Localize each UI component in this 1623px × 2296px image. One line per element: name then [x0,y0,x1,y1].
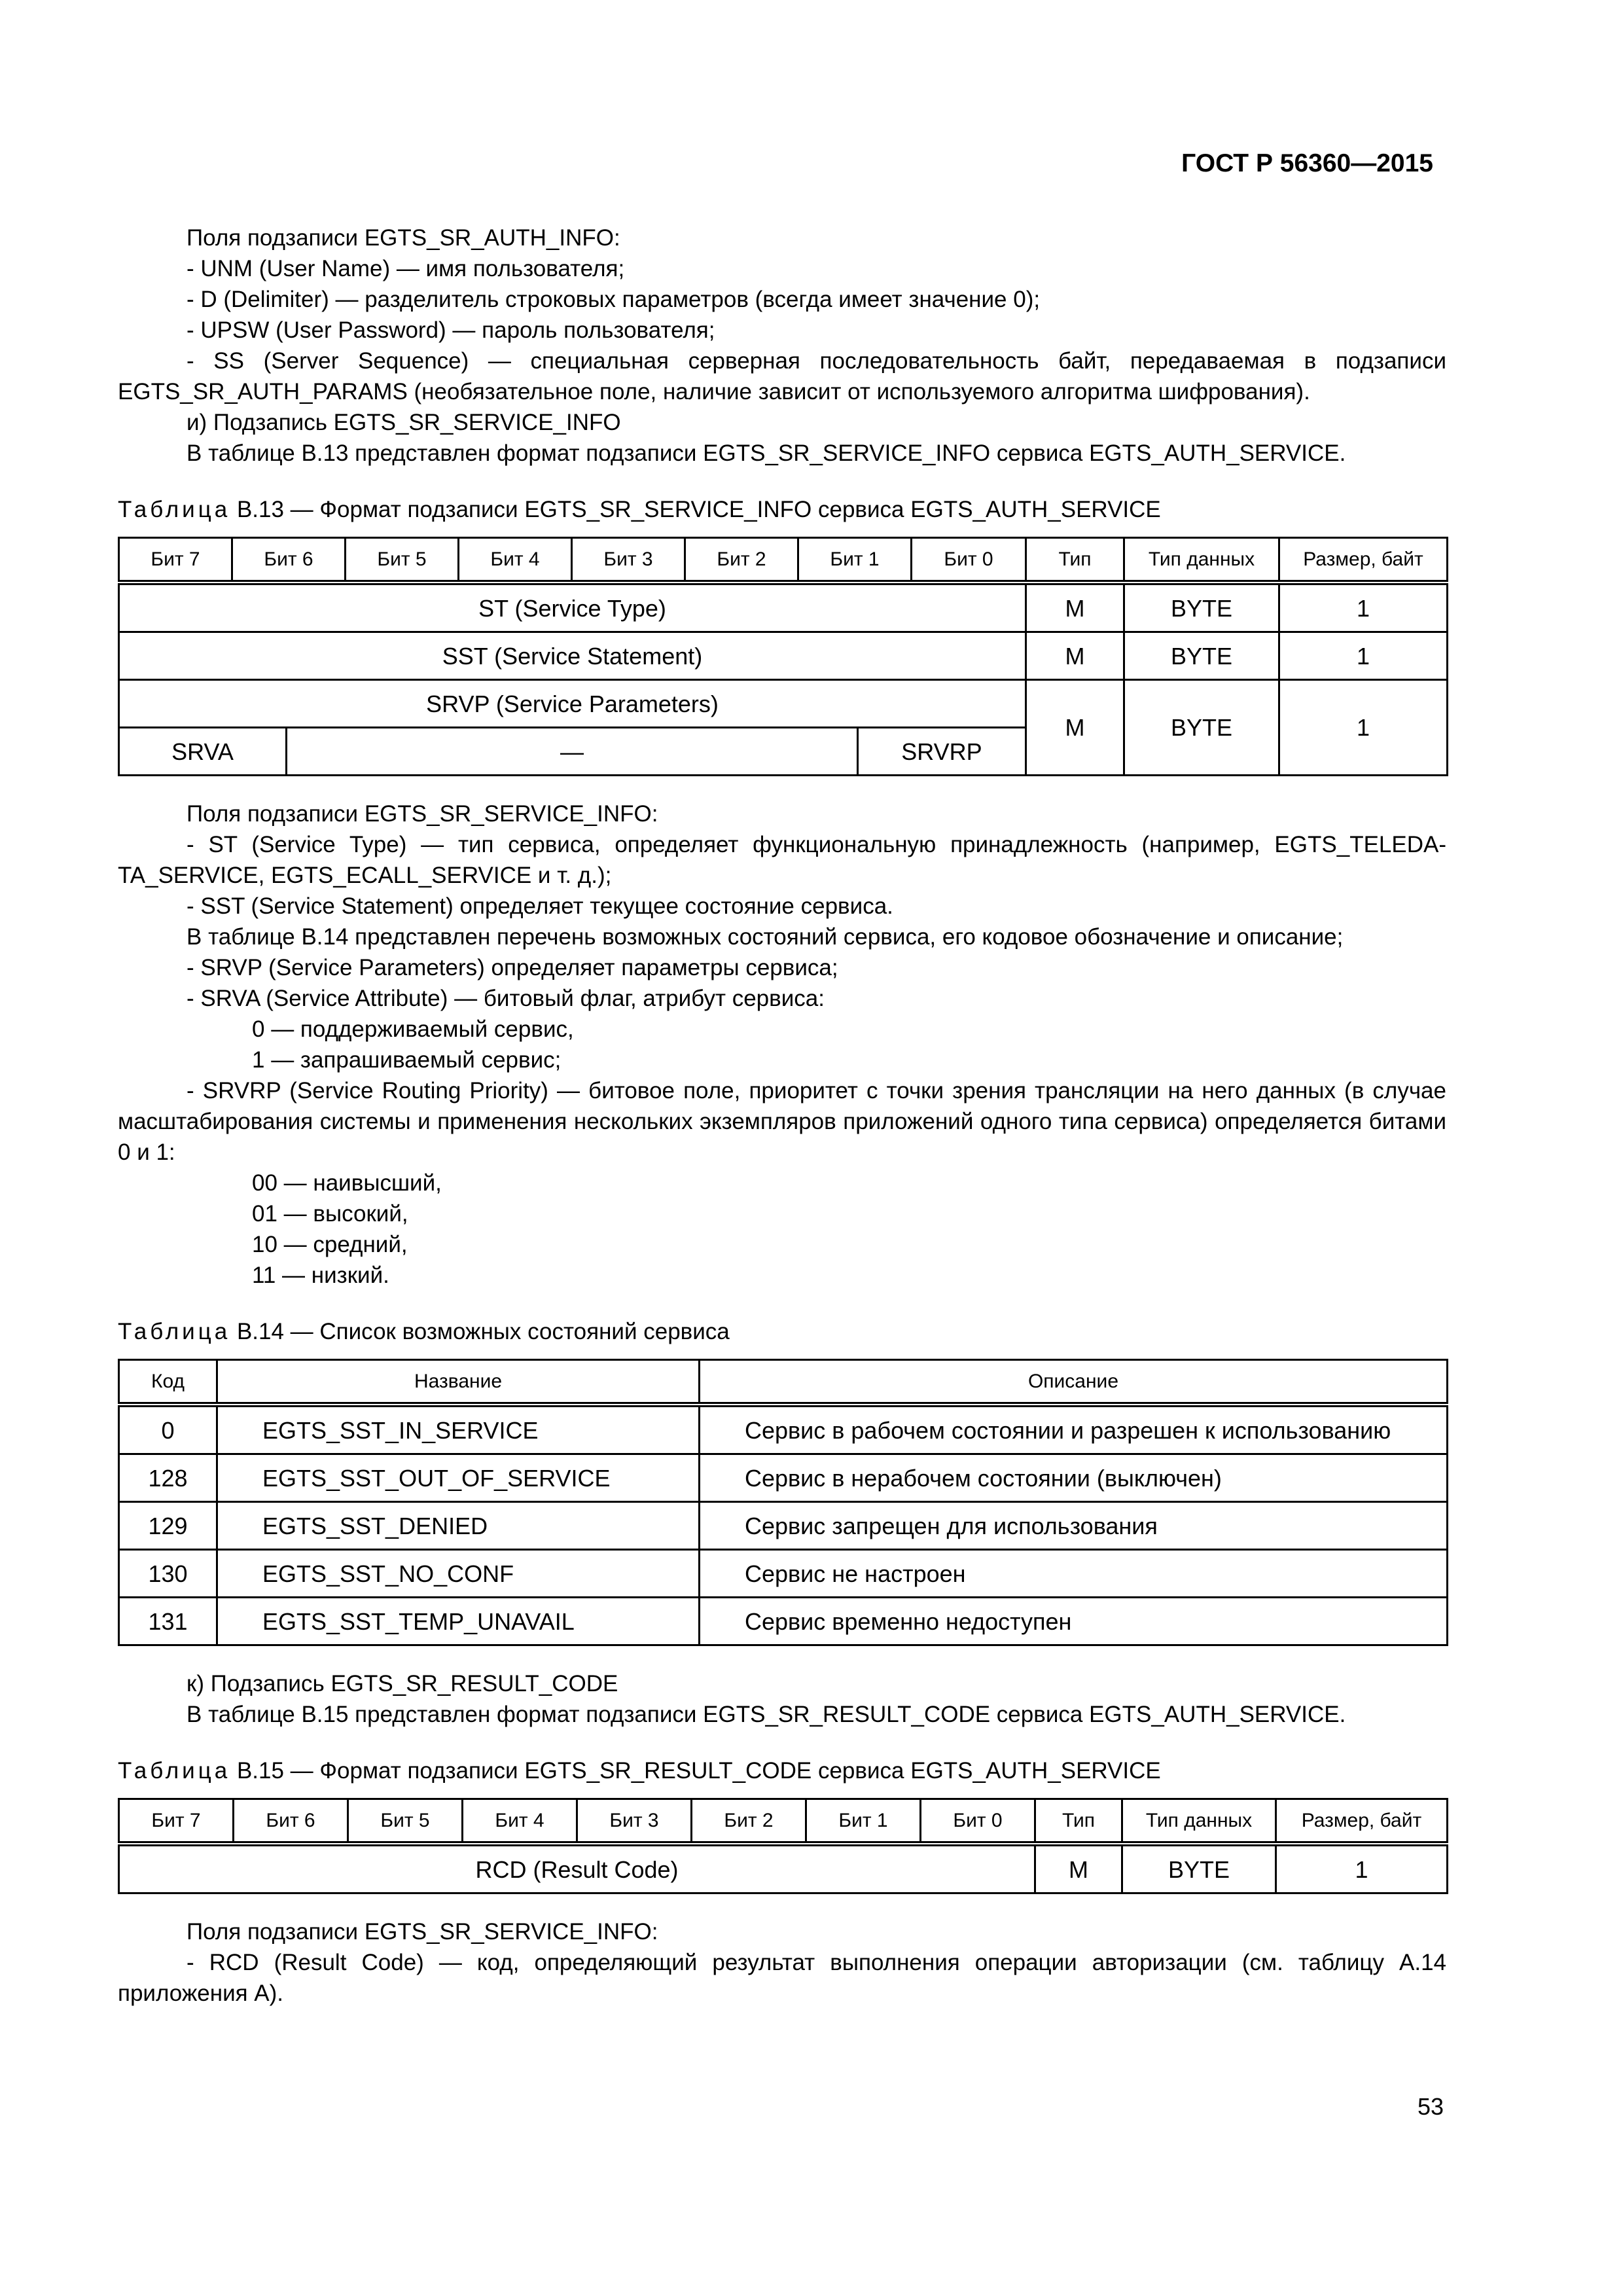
name-cell: EGTS_SST_TEMP_UNAVAIL [217,1598,700,1645]
header-cell: Бит 4 [463,1799,577,1844]
table-row [119,1502,1448,1550]
subfield-container [119,728,1026,776]
header-cell: Тип [1035,1799,1122,1844]
type-cell: M [1026,632,1124,680]
table-caption-prefix: Таблица [118,1758,231,1784]
name-cell: EGTS_SST_NO_CONF [217,1550,700,1598]
table-header-row [119,1799,1448,1844]
list-item: 11 — низкий. [252,1263,389,1288]
table-b14 [118,1359,1448,1646]
paragraph: - SS (Server Sequence) — специальная серверная последовательность байт, передаваемая в подзаписи EGTS_SR_AUTH_PARAMS (необязательное поле, наличие зависит от используемого алгоритма шифрования). [118,348,1446,404]
srva-cell: SRVA [120,728,287,774]
list-item: 0 — поддерживаемый сервис, [252,1016,574,1042]
table-caption-b14 [118,1316,1446,1347]
description-cell: Сервис в рабочем состоянии и разрешен к использованию [700,1405,1448,1454]
datatype-cell: BYTE [1124,632,1279,680]
paragraph: Поля подзаписи EGTS_SR_AUTH_INFO: [187,225,620,251]
header-cell: Бит 6 [234,1799,348,1844]
header-cell: Бит 7 [119,538,232,583]
type-cell: M [1026,680,1124,776]
srvrp-cell: SRVRP [901,738,982,765]
name-cell: EGTS_SST_DENIED [217,1502,700,1550]
type-cell: M [1035,1844,1122,1893]
table-row [119,1405,1448,1454]
table-row [119,1598,1448,1645]
header-cell: Бит 0 [921,1799,1035,1844]
field-cell: ST (Service Type) [119,583,1026,632]
header-cell: Бит 7 [119,1799,234,1844]
field-cell: RCD (Result Code) [119,1844,1035,1893]
description-cell: Сервис временно недоступен [700,1598,1448,1645]
datatype-cell: BYTE [1124,583,1279,632]
paragraph: - D (Delimiter) — разделитель строковых параметров (всегда имеет значение 0); [187,287,1041,312]
size-cell: 1 [1279,583,1448,632]
paragraph: В таблице В.14 представлен перечень возможных состояний сервиса, его кодовое обозначение и описание; [187,924,1344,950]
header-cell: Размер, байт [1276,1799,1448,1844]
list-item: 00 — наивысший, [252,1170,442,1196]
code-cell: 130 [119,1550,217,1598]
list-item: 1 — запрашиваемый сервис; [252,1047,562,1073]
size-cell: 1 [1279,680,1448,776]
description-cell: Сервис в нерабочем состоянии (выключен) [700,1454,1448,1502]
field-cell: SRVP (Service Parameters) [119,680,1026,728]
page-content [118,223,1446,2009]
paragraph: - UNM (User Name) — имя пользователя; [187,256,625,281]
document-id: ГОСТ Р 56360—2015 [1181,149,1433,177]
table-header-row [119,1360,1448,1405]
name-cell: EGTS_SST_IN_SERVICE [217,1405,700,1454]
paragraph: - SRVP (Service Parameters) определяет параметры сервиса; [187,955,838,980]
paragraph: - SRVRP (Service Routing Priority) — битовое поле, приоритет с точки зрения трансляции на него данных (в случае масштабирования системы и применения нескольких экземпляров приложений одного типа сервиса) определяется битами 0 и 1: [118,1078,1446,1165]
header-cell: Бит 5 [346,538,459,583]
paragraph: В таблице В.15 представлен формат подзаписи EGTS_SR_RESULT_CODE сервиса EGTS_AUTH_SERVICE. [187,1702,1346,1727]
header-cell: Бит 4 [459,538,572,583]
header-cell: Бит 1 [798,538,912,583]
datatype-cell: BYTE [1124,680,1279,776]
datatype-cell: BYTE [1122,1844,1276,1893]
code-cell: 129 [119,1502,217,1550]
description-cell: Сервис запрещен для использования [700,1502,1448,1550]
table-header-row [119,538,1448,583]
list-item: 01 — высокий, [252,1201,408,1227]
header-cell: Бит 1 [806,1799,921,1844]
paragraph: - ST (Service Type) — тип сервиса, определяет функциональную принадлежность (например, EGTS_TELEDA-TA_SERVICE, EGTS_ECALL_SERVICE и т. д.); [118,832,1446,888]
list-item: 10 — средний, [252,1232,408,1257]
header-cell: Бит 5 [348,1799,463,1844]
header-cell: Бит 2 [685,538,798,583]
header-cell: Размер, байт [1279,538,1448,583]
description-cell: Сервис не настроен [700,1550,1448,1598]
header-cell: Бит 3 [577,1799,692,1844]
header-cell: Тип данных [1124,538,1279,583]
code-cell: 128 [119,1454,217,1502]
type-cell: M [1026,583,1124,632]
table-row [119,1550,1448,1598]
section-heading-i: и) Подзапись EGTS_SR_SERVICE_INFO [187,410,621,435]
paragraph: Поля подзаписи EGTS_SR_SERVICE_INFO: [187,1919,658,1945]
table-row [119,1844,1448,1893]
table-b13 [118,537,1448,776]
header-cell: Тип данных [1122,1799,1276,1844]
table-caption-text: В.14 — Список возможных состояний сервиса [230,1319,730,1344]
name-cell: EGTS_SST_OUT_OF_SERVICE [217,1454,700,1502]
paragraph: - RCD (Result Code) — код, определяющий результат выполнения операции авторизации (см. таблицу А.14 приложения А). [118,1950,1446,2006]
table-caption-prefix: Таблица [118,497,231,522]
header-cell: Бит 3 [572,538,685,583]
table-caption-text: В.13 — Формат подзаписи EGTS_SR_SERVICE_INFO сервиса EGTS_AUTH_SERVICE [230,497,1161,522]
table-row [119,1454,1448,1502]
reserved-cell: — [287,728,859,774]
code-cell: 0 [119,1405,217,1454]
section-heading-k: к) Подзапись EGTS_SR_RESULT_CODE [187,1671,618,1696]
size-cell: 1 [1276,1844,1448,1893]
table-caption-b13 [118,494,1446,525]
header-cell: Описание [700,1360,1448,1405]
table-row [119,632,1448,680]
header-cell: Бит 0 [912,538,1026,583]
paragraph: Поля подзаписи EGTS_SR_SERVICE_INFO: [187,801,658,827]
table-row [119,583,1448,632]
table-b15 [118,1798,1448,1894]
page-number: 53 [1417,2093,1444,2120]
header-cell: Бит 2 [692,1799,806,1844]
field-cell: SST (Service Statement) [119,632,1026,680]
paragraph: - SST (Service Statement) определяет текущее состояние сервиса. [187,893,893,919]
header-cell: Название [217,1360,700,1405]
header-cell: Тип [1026,538,1124,583]
paragraph: - UPSW (User Password) — пароль пользователя; [187,317,715,343]
table-caption-b15 [118,1755,1446,1786]
table-row [119,680,1448,728]
table-caption-prefix: Таблица [118,1319,231,1344]
paragraph: В таблице В.13 представлен формат подзаписи EGTS_SR_SERVICE_INFO сервиса EGTS_AUTH_SERVICE. [187,440,1346,466]
code-cell: 131 [119,1598,217,1645]
header-cell: Бит 6 [232,538,346,583]
paragraph: - SRVA (Service Attribute) — битовый флаг, атрибут сервиса: [187,986,825,1011]
table-caption-text: В.15 — Формат подзаписи EGTS_SR_RESULT_CODE сервиса EGTS_AUTH_SERVICE [230,1758,1161,1784]
size-cell: 1 [1279,632,1448,680]
header-cell: Код [119,1360,217,1405]
